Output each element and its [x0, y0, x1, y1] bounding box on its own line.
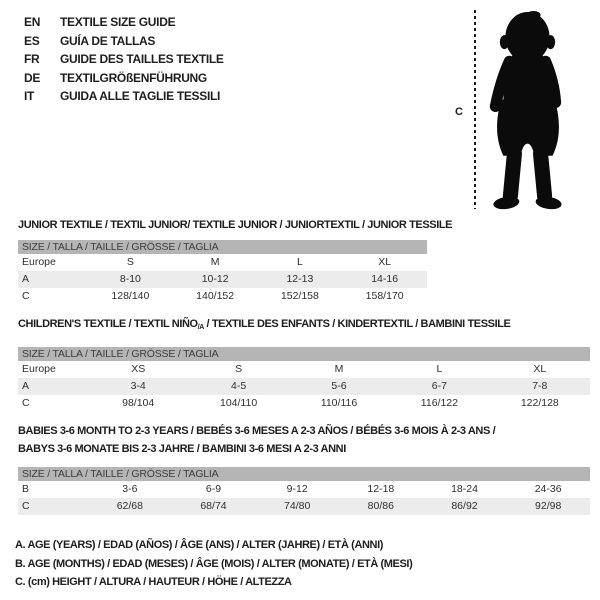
- age-cell: 3-6: [122, 483, 138, 495]
- table-row-europe: [18, 254, 427, 271]
- height-label-c: C: [455, 106, 463, 118]
- legend: [15, 536, 412, 592]
- legend-line-a: A. AGE (YEARS) / EDAD (AÑOS) / ÂGE (ANS) / ALTER (JAHRE) / ETÀ (ANNI): [15, 539, 383, 551]
- age-cell: 18-24: [451, 483, 478, 495]
- age-cell: 7-8: [532, 380, 548, 392]
- height-cell: 140/152: [196, 290, 235, 302]
- size-cell: XS: [131, 363, 146, 375]
- language-row-de: [24, 69, 224, 88]
- language-title: GUIDA ALLE TAGLIE TESSILI: [60, 89, 221, 103]
- height-cell: 92/98: [535, 500, 562, 512]
- language-title: GUIDE DES TAILLES TEXTILE: [60, 52, 224, 66]
- age-cell: 8-10: [119, 273, 141, 285]
- language-row-en: [24, 13, 224, 32]
- size-cell: S: [126, 256, 134, 268]
- section-title-text: CHILDREN'S TEXTILE / TEXTIL NIÑO: [18, 318, 198, 330]
- size-cell: L: [296, 256, 303, 268]
- table-row-height: [18, 395, 590, 412]
- language-code: FR: [24, 52, 40, 66]
- age-cell: 6-9: [205, 483, 222, 495]
- table-header-bar: SIZE / TALLA / TAILLE / GRÖSSE / TAGLIA: [18, 467, 590, 481]
- height-cell: 68/74: [200, 500, 227, 512]
- section-title-children: [18, 318, 511, 331]
- size-cell: L: [436, 363, 443, 375]
- junior-size-table: [18, 240, 427, 305]
- row-label: Europe: [22, 363, 56, 375]
- table-header-bar: SIZE / TALLA / TAILLE / GRÖSSE / TAGLIA: [18, 240, 427, 254]
- height-cell: 62/68: [116, 500, 143, 512]
- children-size-table: [18, 347, 590, 412]
- babies-size-table: [18, 467, 590, 515]
- size-cell: XL: [378, 256, 392, 268]
- age-cell: 10-12: [201, 273, 229, 285]
- height-cell: 116/122: [420, 397, 458, 409]
- table-row-age-months: [18, 481, 590, 498]
- table-row-age: [18, 271, 427, 288]
- language-row-it: [24, 87, 224, 106]
- table-row-europe: [18, 361, 590, 378]
- row-label: C: [22, 290, 30, 302]
- language-title: TEXTILE SIZE GUIDE: [60, 15, 176, 29]
- height-cell: 86/92: [451, 500, 478, 512]
- age-cell: 9-12: [286, 483, 308, 495]
- height-dashed-line: [474, 10, 476, 209]
- language-row-es: [24, 32, 224, 51]
- age-cell: 14-16: [371, 273, 399, 285]
- language-code: IT: [24, 89, 35, 103]
- age-cell: 12-13: [286, 273, 314, 285]
- size-cell: S: [235, 363, 243, 375]
- legend-line-b: B. AGE (MONTHS) / EDAD (MESES) / ÂGE (MOIS) / ALTER (MONATE) / ETÀ (MESI): [15, 557, 413, 570]
- language-code: DE: [24, 70, 41, 85]
- height-cell: 152/158: [280, 290, 319, 302]
- height-cell: 80/86: [367, 500, 394, 512]
- age-cell: 6-7: [431, 380, 447, 392]
- language-row-fr: [24, 50, 224, 69]
- table-header-bar: SIZE / TALLA / TAILLE / GRÖSSE / TAGLIA: [18, 347, 590, 361]
- height-cell: 128/140: [111, 290, 150, 302]
- height-cell: 104/110: [220, 397, 258, 409]
- row-label: Europe: [22, 256, 56, 268]
- language-title: GUÍA DE TALLAS: [60, 33, 156, 48]
- row-label: B: [22, 483, 30, 495]
- age-cell: 24-36: [534, 483, 562, 495]
- age-cell: 3-4: [130, 380, 146, 392]
- language-title-block: [24, 13, 224, 106]
- section-title-junior: JUNIOR TEXTILE / TEXTIL JUNIOR/ TEXTILE JUNIOR / JUNIORTEXTIL / JUNIOR TESSILE: [18, 219, 453, 231]
- row-label: A: [22, 380, 30, 392]
- section-title-text: / TEXTILE DES ENFANTS / KINDERTEXTIL / BAMBINI TESSILE: [203, 318, 511, 330]
- size-cell: M: [334, 363, 344, 375]
- row-label: A: [22, 273, 30, 285]
- baby-silhouette-icon: [482, 9, 578, 215]
- age-cell: 5-6: [331, 380, 347, 392]
- height-cell: 158/170: [365, 290, 404, 302]
- section-title-babies-line2: BABYS 3-6 MONATE BIS 2-3 JAHRE / BAMBINI 3-6 MESI A 2-3 ANNI: [18, 443, 346, 455]
- row-label: C: [22, 397, 30, 409]
- height-cell: 122/128: [520, 397, 559, 409]
- language-title: TEXTILGRÖßENFÜHRUNG: [60, 70, 207, 85]
- language-code: EN: [24, 15, 41, 29]
- size-cell: XL: [533, 363, 547, 375]
- height-cell: 110/116: [320, 397, 358, 409]
- section-title-babies-line1: BABIES 3-6 MONTH TO 2-3 YEARS / BEBÉS 3-6 MESES A 2-3 AÑOS / BÉBÉS 3-6 MOIS À 2-3 ANS /: [18, 425, 496, 437]
- age-cell: 12-18: [367, 483, 395, 495]
- table-row-height: [18, 498, 590, 515]
- age-cell: 4-5: [231, 380, 247, 392]
- height-cell: 98/104: [122, 397, 155, 409]
- legend-line-c: C. (cm) HEIGHT / ALTURA / HAUTEUR / HÖHE / ALTEZZA: [15, 576, 292, 588]
- height-cell: 74/80: [284, 500, 311, 512]
- table-row-age: [18, 378, 590, 395]
- table-row-height: [18, 288, 427, 305]
- section-title-subscript: /A: [197, 324, 204, 331]
- row-label: C: [22, 500, 30, 512]
- language-code: ES: [24, 33, 40, 48]
- height-measure-figure: [448, 6, 588, 221]
- size-cell: M: [210, 256, 220, 268]
